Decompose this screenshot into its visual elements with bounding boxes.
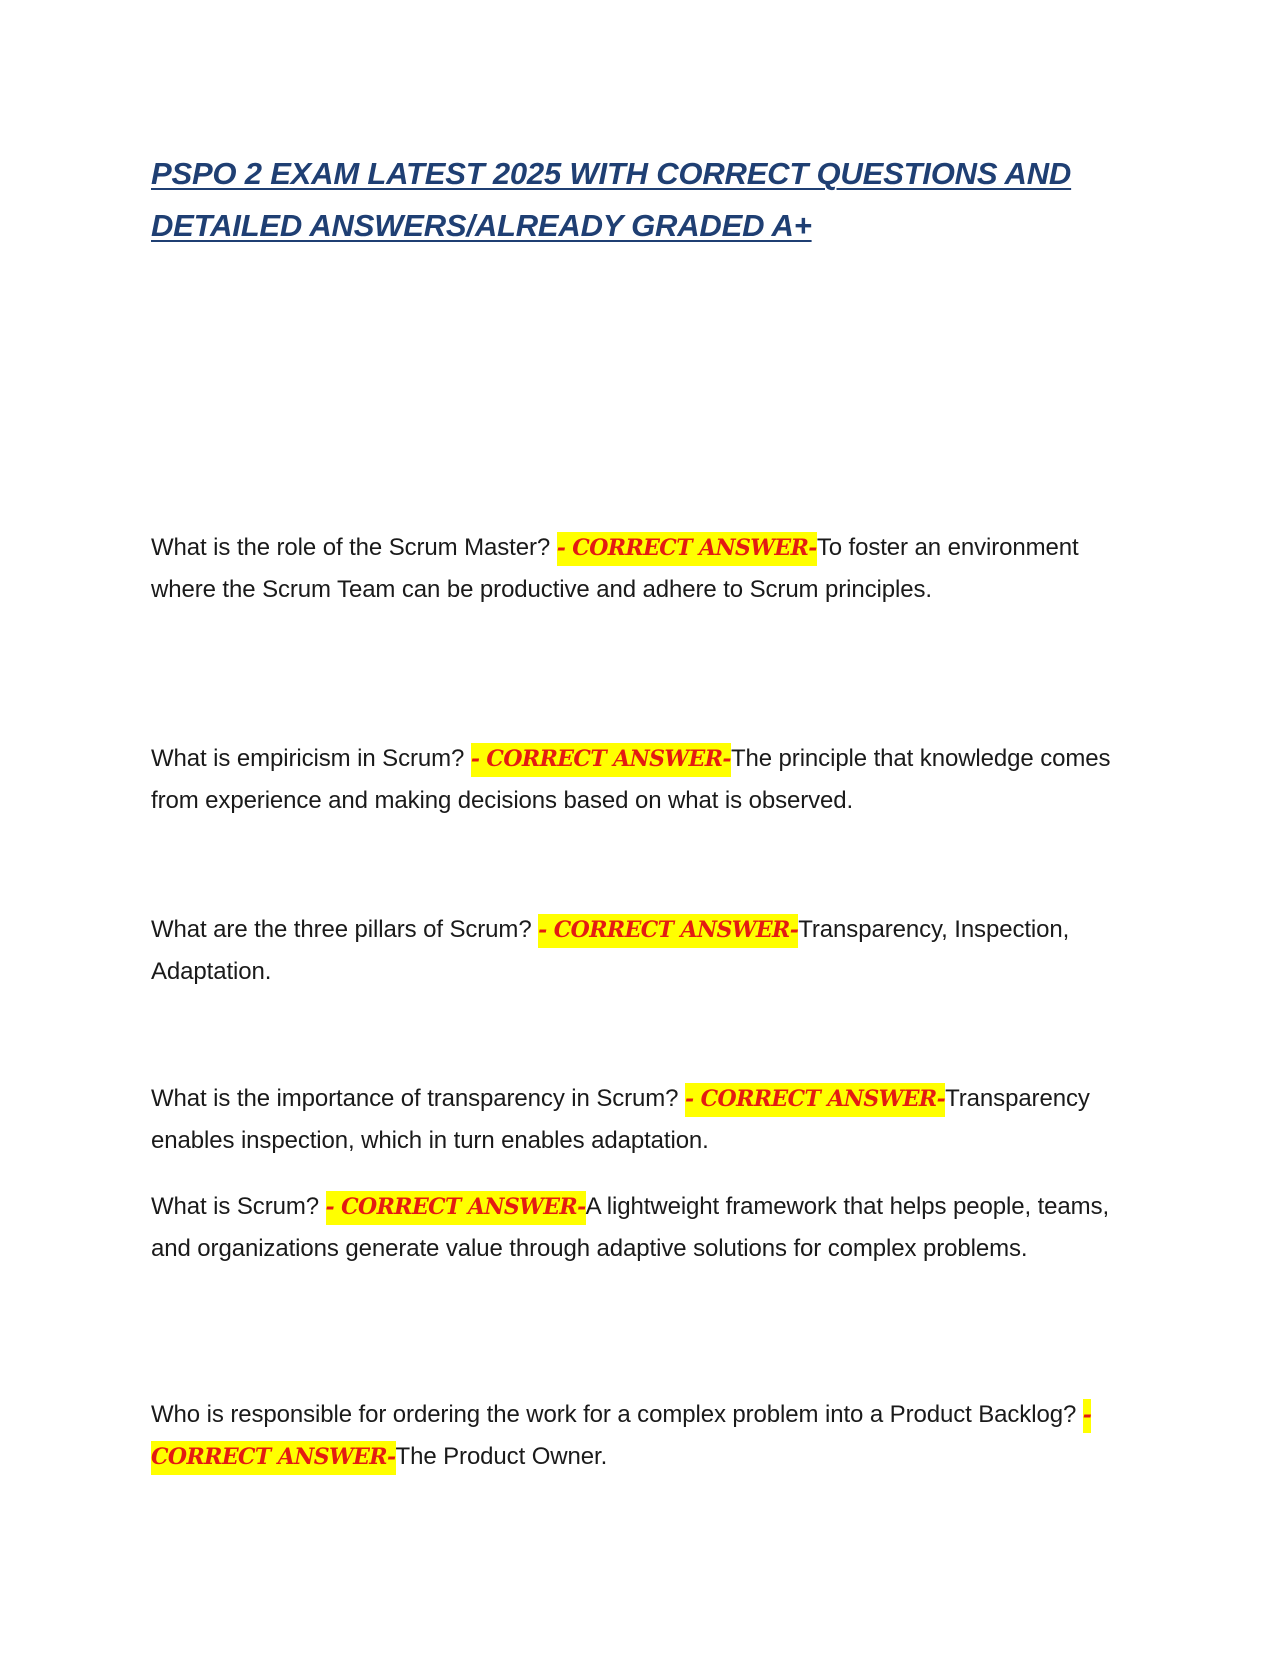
correct-answer-marker: - CORRECT ANSWER- (538, 914, 798, 948)
correct-answer-marker: - CORRECT ANSWER- (151, 1399, 1091, 1475)
correct-answer-marker: - CORRECT ANSWER- (685, 1083, 945, 1117)
qa-item (151, 1394, 1136, 1478)
qa-item (151, 909, 1136, 993)
answer-text: Transparency enables inspection, which in turn enables adaptation. (151, 1085, 1090, 1154)
qa-item (151, 1186, 1136, 1270)
answer-text: Transparency, Inspection, Adaptation. (151, 916, 1070, 985)
correct-answer-marker: - CORRECT ANSWER- (471, 743, 731, 777)
question-text: What are the three pillars of Scrum? (151, 916, 539, 943)
correct-answer-marker: - CORRECT ANSWER- (557, 532, 817, 566)
answer-text: The Product Owner. (395, 1443, 608, 1470)
document-title: PSPO 2 EXAM LATEST 2025 WITH CORRECT QUESTIONS AND DETAILED ANSWERS/ALREADY GRADED A+ (151, 156, 1072, 243)
question-text: What is empiricism in Scrum? (151, 745, 471, 772)
qa-item (151, 1078, 1136, 1162)
question-text: What is the role of the Scrum Master? (151, 534, 557, 561)
answer-text: A lightweight framework that helps people, teams, and organizations generate value through adaptive solutions for complex problems. (151, 1193, 1110, 1262)
question-text: What is Scrum? (151, 1193, 326, 1220)
answer-text: To foster an environment where the Scrum Team can be productive and adhere to Scrum principles. (151, 534, 1079, 603)
qa-item (151, 738, 1136, 822)
answer-text: The principle that knowledge comes from experience and making decisions based on what is observed. (151, 745, 1111, 814)
question-text: What is the importance of transparency in Scrum? (151, 1085, 685, 1112)
question-text: Who is responsible for ordering the work for a complex problem into a Product Backlog? (151, 1401, 1083, 1428)
qa-item (151, 527, 1136, 611)
correct-answer-marker: - CORRECT ANSWER- (326, 1191, 586, 1225)
